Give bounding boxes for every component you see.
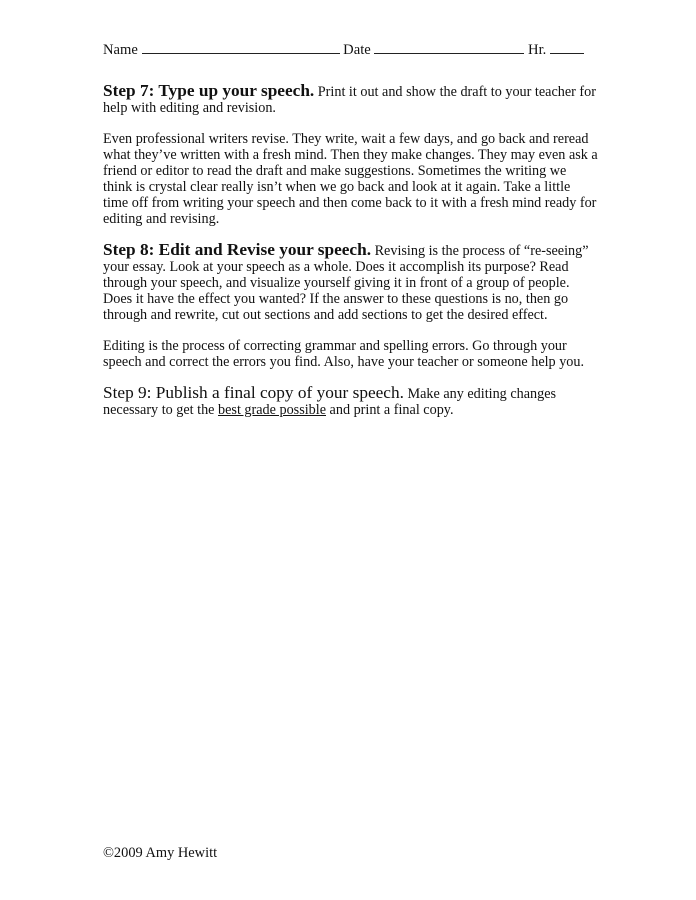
copyright-footer: ©2009 Amy Hewitt [103,845,218,861]
step7-body-paragraph: Even professional writers revise. They write, wait a few days, and go back and reread what they’ve written with a fresh mind. Then they make changes. They may even ask a friend or editor to read the draft and make suggestions. Sometimes the writing we think is crystal clear really isn’t when we go back and look at it again. Take a little time off from writing your speech and then come back to it with a fresh mind ready for editing and revising. [103,131,598,227]
step7-paragraph [103,83,599,117]
name-blank [142,40,340,54]
hr-blank [550,40,584,54]
header-fields [103,40,584,59]
step8-text: Revising is the process of “re-seeing” your essay. Look at your speech as a whole. Does it accomplish its purpose? Read through your speech, and visualize yourself giving it in front of a group of people. Does it have the effect you wanted? If the answer to these questions is no, then go through and rewrite, cut out sections and add sections to get the desired effect. [103,243,589,323]
step9-text-after: and print a final copy. [326,401,454,418]
date-blank [374,40,524,54]
step8-heading: Step 8: Edit and Revise your speech. [103,240,372,259]
step8-paragraph [103,242,599,324]
step9-underlined-text: best grade possible [218,401,326,418]
step7-text: Print it out and show the draft to your teacher for help with editing and revision. [103,84,596,116]
step8-editing-paragraph: Editing is the process of correcting grammar and spelling errors. Go through your speech and correct the errors you find. Also, have your teacher or someone help you. [103,338,585,370]
step7-heading: Step 7: Type up your speech. [103,81,315,100]
step9-heading: Step 9: Publish a final copy of your speech. [103,383,404,402]
date-label: Date [343,42,371,58]
step9-paragraph [103,385,599,419]
hr-label: Hr. [528,42,547,58]
name-label: Name [103,42,138,58]
step9-text-before: Make any editing changes necessary to get the [103,386,557,418]
